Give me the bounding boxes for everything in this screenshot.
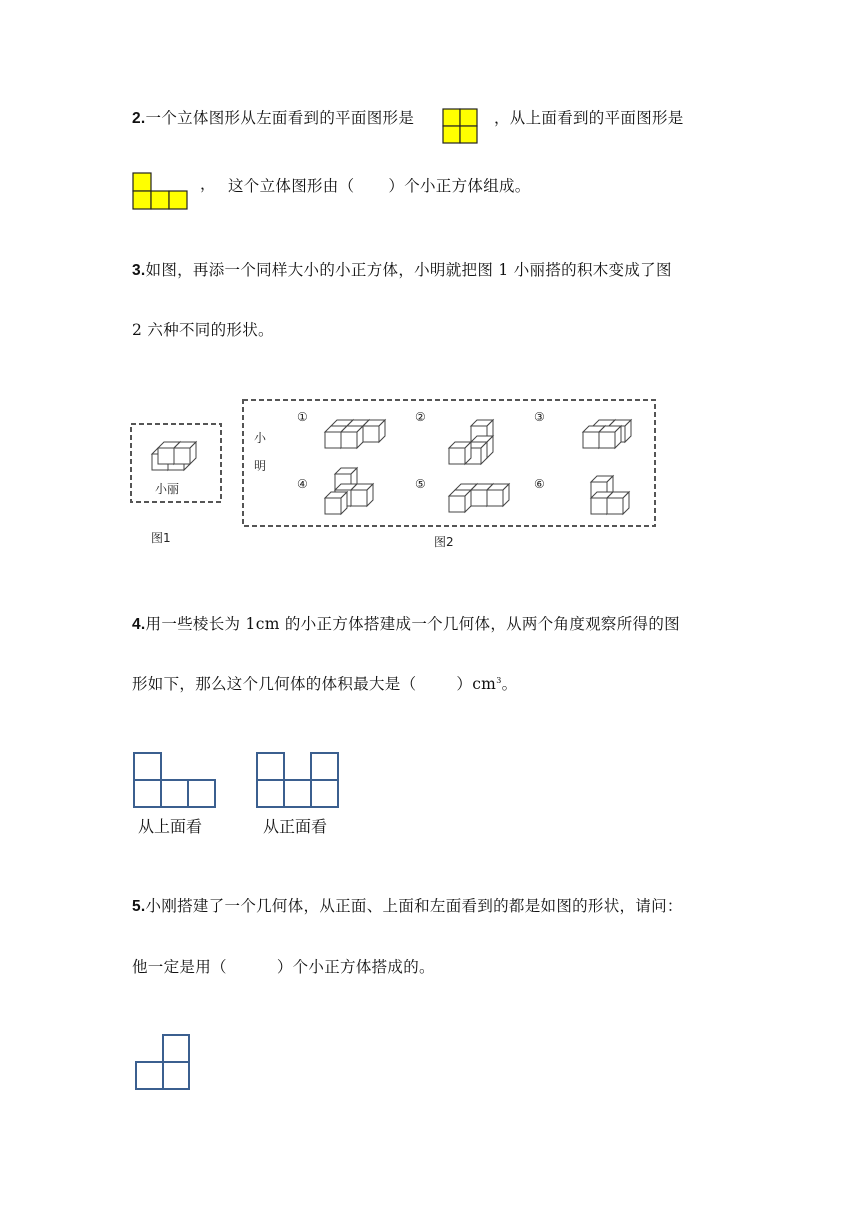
q2-line2 [228, 174, 531, 196]
q4-line2-part2: ）cm [456, 675, 497, 693]
q5-number: 5. [132, 898, 146, 915]
fig1-cubes [152, 442, 196, 470]
shape-1-cubes [325, 420, 385, 448]
q3-line2: 2 六种不同的形状。 [132, 321, 274, 339]
q2-text-part4: ）个小正方体组成。 [388, 177, 531, 195]
fig1-label: 小丽 [155, 482, 180, 496]
q5-line2-part2: ）个小正方体搭成的。 [276, 958, 435, 976]
marker-2: ② [415, 410, 426, 424]
q5-view-grid [135, 1034, 191, 1090]
q5-line2-part1: 他一定是用（ [132, 958, 227, 976]
q4-line2-end: 。 [501, 675, 518, 693]
shape-3-cubes [583, 420, 631, 448]
q4-line2-part1: 形如下，那么这个几何体的体积最大是（ [132, 675, 417, 693]
q5-line2 [132, 955, 435, 977]
q5-line1-text: 小刚搭建了一个几何体，从正面、上面和左面看到的都是如图的形状，请问： [145, 897, 683, 915]
q2-line1 [132, 106, 414, 128]
q4-line1-text: 用一些棱长为 1cm 的小正方体搭建成一个几何体，从两个角度观察所得的图 [145, 615, 680, 633]
shape-6-cubes [591, 476, 629, 514]
q3-line1-text: 如图，再添一个同样大小的小正方体，小明就把图 1 小丽搭的积木变成了图 [145, 261, 672, 279]
fig2-caption: 图2 [434, 535, 454, 549]
fig1-caption: 图1 [151, 531, 171, 545]
marker-3: ③ [534, 410, 545, 424]
q2-text-part3: 这个立体图形由（ [228, 177, 355, 195]
marker-5: ⑤ [415, 477, 426, 491]
q2-text-part2: ，从上面看到的平面图形是 [494, 109, 684, 127]
q2-comma: ， [200, 175, 216, 193]
q4-front-view-grid [256, 752, 340, 808]
shape-2-cubes [449, 420, 493, 464]
q3-number: 3. [132, 262, 146, 279]
q4-top-view-grid [133, 752, 217, 808]
q4-number: 4. [132, 616, 146, 633]
fig2-side-label-1: 小 [254, 431, 267, 445]
fig2-side-label-2: 明 [254, 459, 267, 473]
q2-text-part1: 一个立体图形从左面看到的平面图形是 [145, 109, 415, 127]
q4-line1 [132, 612, 680, 634]
q3-line1 [132, 258, 672, 280]
q4-unit-sup: 3 [496, 675, 502, 685]
marker-4: ④ [297, 477, 308, 491]
shape-5-cubes [449, 484, 509, 512]
q2-top-view-figure [132, 172, 188, 210]
q4-caption-top: 从上面看 [138, 817, 203, 836]
q5-line1 [132, 894, 683, 916]
shape-4-cubes [325, 468, 373, 514]
q4-line2 [132, 672, 517, 694]
marker-6: ⑥ [534, 477, 545, 491]
q4-caption-front: 从正面看 [263, 817, 328, 836]
q2-number: 2. [132, 110, 146, 127]
q2-left-view-figure [442, 108, 478, 144]
marker-1: ① [297, 410, 308, 424]
q3-figure [125, 392, 665, 552]
